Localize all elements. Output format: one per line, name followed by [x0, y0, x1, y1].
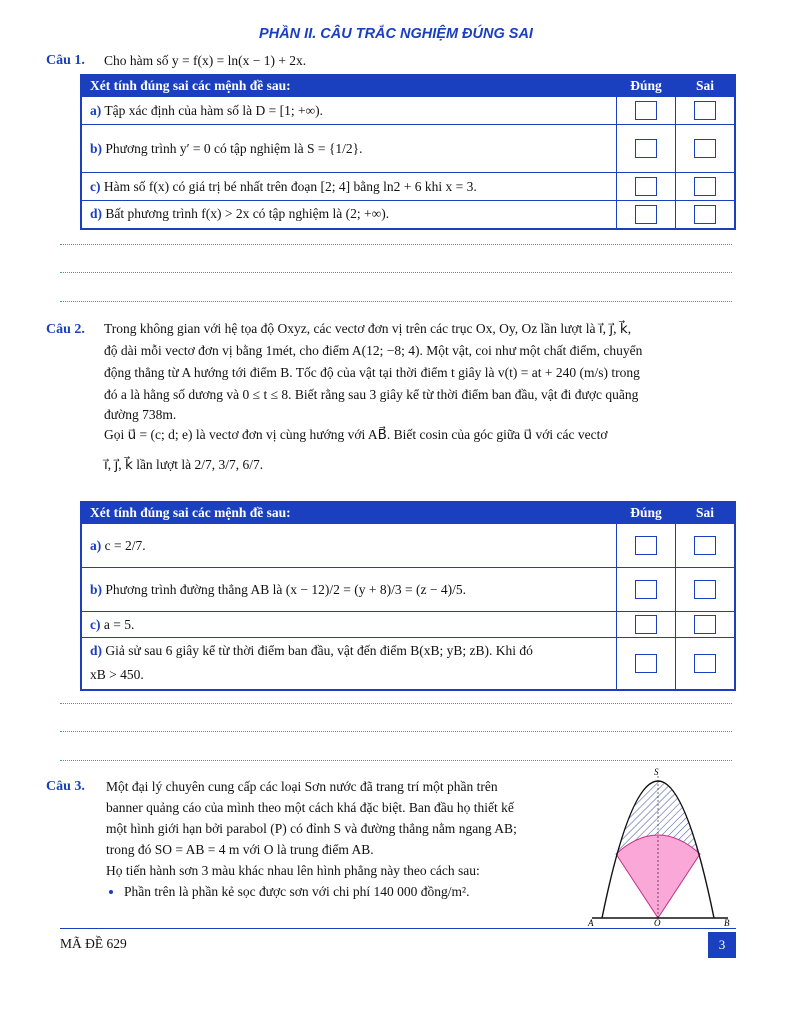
parabola-figure: [582, 766, 742, 928]
exam-code: MÃ ĐỀ 629: [60, 936, 127, 951]
answer-line[interactable]: [60, 731, 732, 732]
q1-table-header: Xét tính đúng sai các mệnh đề sau:: [81, 75, 617, 97]
table-row: [81, 125, 735, 173]
q2d-text: Giả sử sau 6 giây kể từ thời điểm ban đầu, vật đến điểm B(xB; yB; zB). Khi đó: [105, 643, 533, 659]
q1d-false-checkbox[interactable]: [694, 205, 716, 224]
page-number: 3: [708, 932, 736, 958]
q1b-label: b): [90, 140, 103, 156]
q2d-true-checkbox[interactable]: [635, 654, 657, 673]
q2b-text: Phương trình đường thẳng AB là (x − 12)/2 = (y + 8)/3 = (z − 4)/5.: [105, 581, 466, 597]
q1a-text: Tập xác định của hàm số là D = [1; +∞).: [104, 102, 324, 118]
q2-line: độ dài mỗi vectơ đơn vị bằng 1mét, cho điểm A(12; −8; 4). Một vật, coi như một chất điểm, chuyển: [104, 343, 643, 358]
table-row: [81, 201, 735, 229]
q2d-label: d): [90, 643, 103, 659]
q1-intro: Cho hàm số y = f(x) = ln(x − 1) + 2x.: [104, 53, 307, 68]
table-row: [81, 568, 735, 612]
q1b-text: Phương trình y′ = 0 có tập nghiệm là S = {1/2}.: [105, 140, 363, 156]
q1d-true-checkbox[interactable]: [635, 205, 657, 224]
q2b-label: b): [90, 581, 103, 597]
answer-line[interactable]: [60, 301, 732, 302]
q2d-text2: xB > 450.: [90, 667, 144, 683]
q2a-true-checkbox[interactable]: [635, 536, 657, 555]
label-O: O: [654, 918, 661, 928]
answer-line[interactable]: [60, 272, 732, 273]
q3-label: Câu 3.: [46, 779, 85, 794]
q2-line: i⃗, j⃗, k⃗ lần lượt là 2/7, 3/7, 6/7.: [104, 457, 264, 472]
q3-body: [106, 776, 586, 902]
q2-header-false: Sai: [676, 502, 736, 524]
q1d-text: Bất phương trình f(x) > 2x có tập nghiệm là (2; +∞).: [105, 206, 390, 222]
label-A: A: [588, 918, 594, 928]
table-row: [81, 173, 735, 201]
answer-line[interactable]: [60, 760, 732, 761]
answer-line[interactable]: [60, 244, 732, 245]
label-S: S: [654, 767, 659, 777]
q1-label: Câu 1.: [46, 53, 85, 68]
q2a-text: c = 2/7.: [104, 537, 146, 553]
q1c-false-checkbox[interactable]: [694, 177, 716, 196]
q1c-text: Hàm số f(x) có giá trị bé nhất trên đoạn [2; 4] bằng ln2 + 6 khi x = 3.: [103, 178, 477, 194]
q2a-label: a): [90, 537, 102, 553]
q2-table: [80, 501, 736, 691]
q1c-true-checkbox[interactable]: [635, 177, 657, 196]
q2a-false-checkbox[interactable]: [694, 536, 716, 555]
q1b-true-checkbox[interactable]: [635, 139, 657, 158]
q1a-false-checkbox[interactable]: [694, 101, 716, 120]
table-row: [81, 524, 735, 568]
q2c-label: c): [90, 616, 101, 632]
q2-line: đường 738m.: [104, 407, 177, 422]
q2-line: Trong không gian với hệ tọa độ Oxyz, các vectơ đơn vị trên các trục Ox, Oy, Oz lần lượt là i⃗, j⃗, k⃗,: [104, 321, 632, 336]
q3-bullet: Phần trên là phần kẻ sọc được sơn với chi phí 140 000 đồng/m².: [124, 884, 470, 899]
answer-line[interactable]: [60, 703, 732, 704]
q2-line: đó a là hằng số dương và 0 ≤ t ≤ 8. Biết rằng sau 3 giây kể từ thời điểm ban đầu, vật đi được quãng: [104, 387, 639, 402]
q2c-true-checkbox[interactable]: [635, 615, 657, 634]
q3-line: Một đại lý chuyên cung cấp các loại Sơn nước đã trang trí một phần trên: [106, 779, 498, 794]
q3-line: một hình giới hạn bởi parabol (P) có đỉnh S và đường thẳng nằm ngang AB;: [106, 821, 517, 836]
q1c-label: c): [90, 178, 101, 194]
q2-line: động thẳng từ A hướng tới điểm B. Tốc độ của vật tại thời điểm t giây là v(t) = at + 240 (m/s) trong: [104, 365, 640, 380]
q1b-false-checkbox[interactable]: [694, 139, 716, 158]
q1a-true-checkbox[interactable]: [635, 101, 657, 120]
q2-header-true: Đúng: [617, 502, 676, 524]
q3-line: Họ tiến hành sơn 3 màu khác nhau lên hình phẳng này theo cách sau:: [106, 863, 480, 878]
section-title: PHẦN II. CÂU TRẮC NGHIỆM ĐÚNG SAI: [259, 26, 533, 42]
q2-table-header: Xét tính đúng sai các mệnh đề sau:: [81, 502, 617, 524]
q1-table: [80, 74, 736, 230]
q2-label: Câu 2.: [46, 322, 85, 337]
q2c-false-checkbox[interactable]: [694, 615, 716, 634]
table-row: [81, 612, 735, 638]
table-row: [81, 97, 735, 125]
q2b-true-checkbox[interactable]: [635, 580, 657, 599]
q2d-false-checkbox[interactable]: [694, 654, 716, 673]
table-row: [81, 638, 735, 690]
q2-body: [104, 318, 738, 476]
q1a-label: a): [90, 102, 102, 118]
label-B: B: [724, 918, 730, 928]
q2-line: Gọi u⃗ = (c; d; e) là vectơ đơn vị cùng hướng với AB⃗. Biết cosin của góc giữa u⃗ với các vectơ: [104, 427, 608, 442]
q3-line: banner quảng cáo của mình theo một cách khá đặc biệt. Ban đầu họ thiết kế: [106, 800, 514, 815]
q2b-false-checkbox[interactable]: [694, 580, 716, 599]
q3-line: trong đó SO = AB = 4 m với O là trung điểm AB.: [106, 842, 374, 857]
q1-header-false: Sai: [676, 75, 736, 97]
footer-divider: [60, 928, 736, 929]
q1d-label: d): [90, 206, 103, 222]
q1-header-true: Đúng: [617, 75, 676, 97]
q2c-text: a = 5.: [103, 616, 135, 632]
